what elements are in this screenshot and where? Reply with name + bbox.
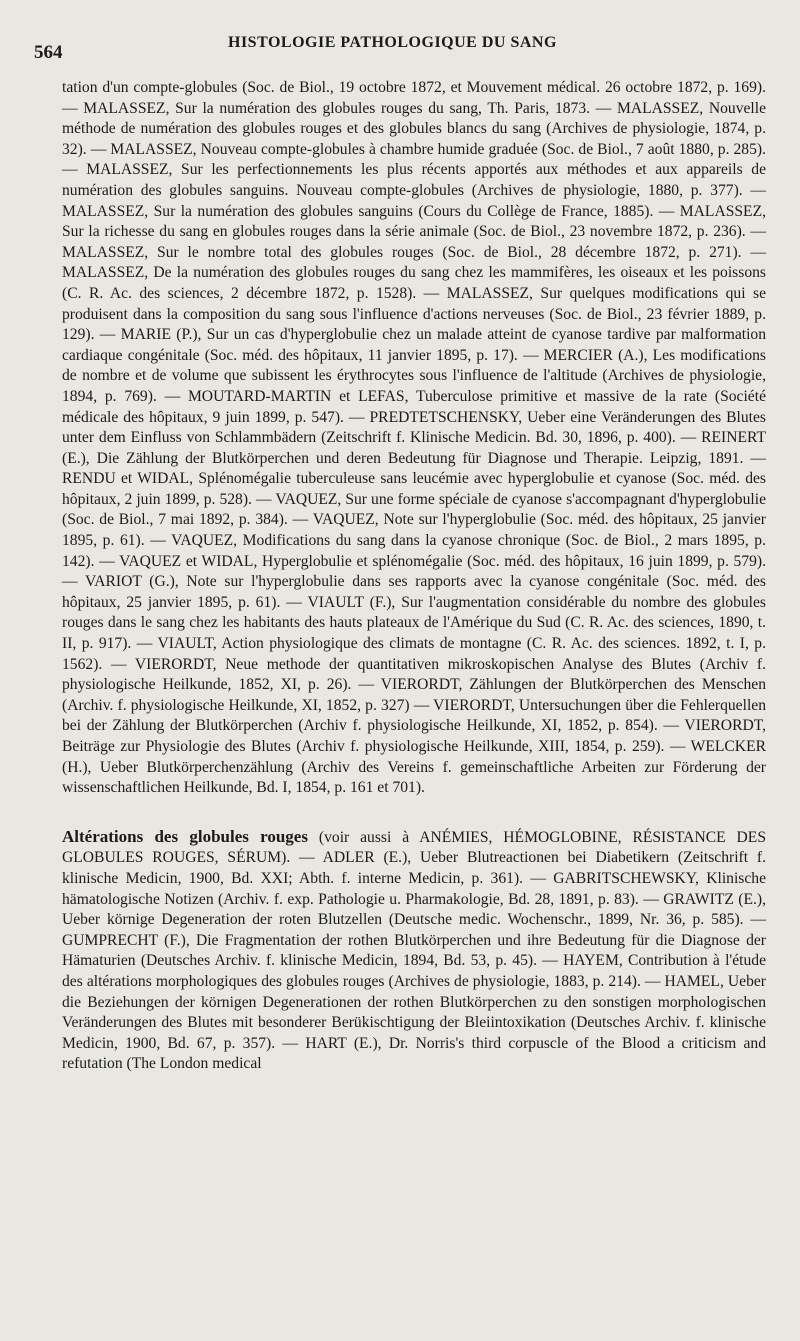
bibliography-continued [62, 78, 766, 799]
section-body: (voir aussi à ANÉMIES, HÉMOGLOBINE, RÉSISTANCE DES GLOBULES ROUGES, SÉRUM). — ADLER (E.), Ueber Blutreactionen bei Diabetikern (Zeitschrift f. klinische Medicin, 1900, Bd. XXI; Abth. f. interne Medicin, p. 361). — GABRITSCHEWSKY, Klinische hämatologische Notizen (Archiv. f. exp. Pathologie u. Pharmakologie, Bd. 28, 1891, p. 83). — GRAWITZ (E.), Ueber körnige Degeneration der roten Blutzellen (Deutsche medic. Wochenschr., 1899, Nr. 36, p. 585). — GUMPRECHT (F.), Die Fragmentation der rothen Blutkörperchen und ihre Bedeutung für die Diagnose der Hämaturien (Deutsches Archiv. f. klinische Medicin, 1894, Bd. 53, p. 45). — HAYEM, Contribution à l'étude des altérations morphologiques des globules rouges (Archives de physiologie, 1883, p. 214). — HAMEL, Ueber die Beziehungen der körnigen Degenerationen der rothen Blutkörperchen zu den sonstigen morphologischen Veränderungen des Blutes mit besonderer Berükischtigung der Bleiintoxikation (Deutsches Archiv. f. klinische Medicin, 1900, Bd. 67, p. 357). — HART (E.), Dr. Norris's third corpuscle of the Blood a criticism and refutation (The London medical [62, 828, 767, 1073]
section-paragraph [62, 827, 766, 1075]
bibliography-text: tation d'un compte-globules (Soc. de Biol., 19 octobre 1872, et Mouvement médical. 26 octobre 1872, p. 169). — MALASSEZ, Sur la numération des globules rouges du sang, Th. Paris, 1873. — MALASSEZ, Nouvelle méthode de numération des globules rouges et des globules blancs du sang (Archives de physiologie, 1874, p. 32). — MALASSEZ, Nouveau compte-globules à chambre humide graduée (Soc. de Biol., 7 août 1880, p. 285). — MALASSEZ, Sur les perfectionnements les plus récents apportés aux méthodes et aux appareils de numération des globules sanguins. Nouveau compte-globules (Archives de physiologie, 1880, p. 377). — MALASSEZ, Sur la numération des globules sanguins (Cours du Collège de France, 1885). — MALASSEZ, Sur la richesse du sang en globules rouges dans la série animale (Soc. de Biol., 23 novembre 1872, p. 236). — MALASSEZ, Sur le nombre total des globules rouges (Soc. de Biol., 28 décembre 1872, p. 271). — MALASSEZ, De la numération des globules rouges du sang chez les mammifères, les oiseaux et les poissons (C. R. Ac. des sciences, 2 décembre 1872, p. 1528). — MALASSEZ, Sur quelques modifications qui se produisent dans la composition du sang sous l'influence d'actions nerveuses (Soc. de Biol., 23 février 1889, p. 129). — MARIE (P.), Sur un cas d'hyperglobulie chez un malade atteint de cyanose tardive par malformation cardiaque congénitale (Soc. méd. des hôpitaux, 11 janvier 1895, p. 17). — MERCIER (A.), Les modifications de nombre et de volume que subissent les érythrocytes sous l'influence de l'altitude (Archives de physiologie, 1894, p. 769). — MOUTARD-MARTIN et LEFAS, Tuberculose primitive et massive de la rate (Société médicale des hôpitaux, 9 juin 1899, p. 547). — PREDTETSCHENSKY, Ueber eine Veränderungen des Blutes unter dem Einfluss von Schlammbädern (Zeitschrift f. Klinische Medicin. Bd. 30, 1896, p. 400). — REINERT (E.), Die Zählung der Blutkörperchen und deren Bedeutung für Diagnose und Therapie. Leipzig, 1891. — RENDU et WIDAL, Splénomégalie tuberculeuse sans leucémie avec hyperglobulie et cyanose (Soc. méd. des hôpitaux, 2 juin 1899, p. 528). — VAQUEZ, Sur une forme spéciale de cyanose s'accompagnant d'hyperglobulie (Soc. de Biol., 7 mai 1892, p. 384). — VAQUEZ, Note sur l'hyperglobulie (Soc. méd. des hôpitaux, 25 janvier 1895, p. 61). — VAQUEZ, Modifications du sang dans la cyanose chronique (Soc. de Biol., 2 mars 1895, p. 142). — VAQUEZ et WIDAL, Hyperglobulie et splénomégalie (Soc. méd. des hôpitaux, 16 juin 1899, p. 579). — VARIOT (G.), Note sur l'hyperglobulie dans ses rapports avec la cyanose congénitale (Soc. méd. des hôpitaux, 25 janvier 1895, p. 61). — VIAULT (F.), Sur l'augmentation considérable du nombre des globules rouges dans le sang chez les habitants des hauts plateaux de l'Amérique du Sud (C. R. Ac. des sciences, 1890, t. II, p. 917). — VIAULT, Action physiologique des climats de montagne (C. R. Ac. des sciences. 1892, t. I, p. 1562). — VIERORDT, Neue methode der quantitativen mikroskopischen Analyse des Blutes (Archiv f. physiologische Heilkunde, 1852, XI, p. 26). — VIERORDT, Zählungen der Blutkörperchen des Menschen (Archiv. f. physiologische Heilkunde, XI, 1852, p. 327) — VIERORDT, Untersuchungen über die Fehlerquellen bei der Zählung der Blutkörperchen (Archiv f. physiologische Heilkunde, XI, 1852, p. 854). — VIERORDT, Beiträge zur Physiologie des Blutes (Archiv f. physiologische Heilkunde, XIII, 1854, p. 259). — WELCKER (H.), Ueber Blutkörperchenzählung (Archiv des Vereins f. gemeinschaftliche Arbeiten zur Förderung der wissenschaftlichen Heilkunde, Bd. I, 1854, p. 161 et 701). [62, 79, 766, 797]
page-number: 564 [34, 42, 63, 63]
running-title: HISTOLOGIE PATHOLOGIQUE DU SANG [228, 34, 557, 51]
section-heading: Altérations des globules rouges [62, 826, 308, 846]
page-header [34, 28, 766, 63]
section-red-cell-alterations [62, 827, 766, 1075]
